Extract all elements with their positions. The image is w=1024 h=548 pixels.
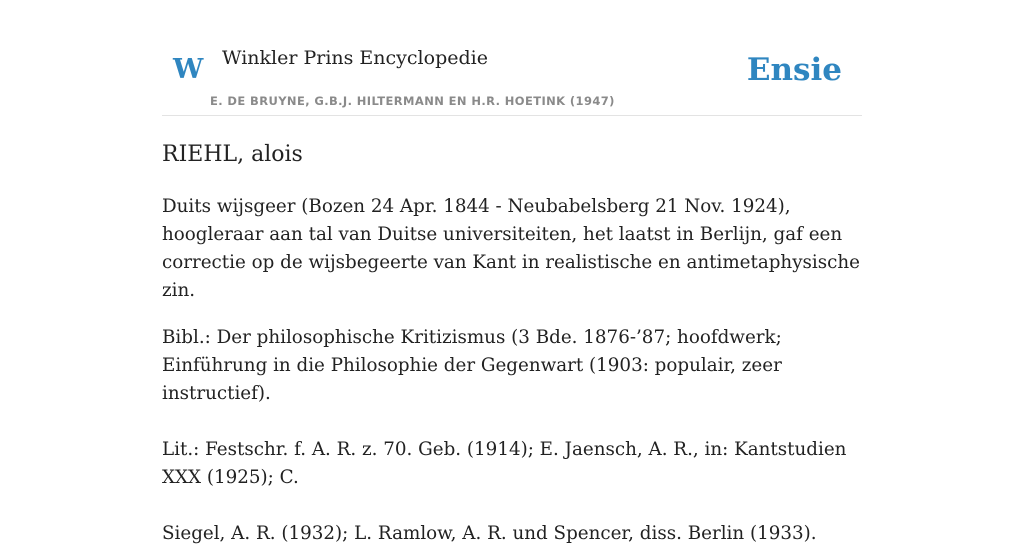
entry-paragraph-description: Duits wijsgeer (Bozen 24 Apr. 1844 - Neubabelsberg 21 Nov. 1924), hoogleraar aan tal van Duitse universiteiten, het laatst in Berlijn, gaf een correctie op de wijsbegeerte van Kant in realistische en antimetaphysische zin. [162,196,860,301]
authors-line: E. DE BRUYNE, G.B.J. HILTERMANN EN H.R. HOETINK (1947) [210,94,615,108]
winkler-prins-logo[interactable]: W [173,54,204,85]
entry-paragraph-literature-continued: Siegel, A. R. (1932); L. Ramlow, A. R. und Spencer, diss. Berlin (1933). [162,523,817,544]
publication-title[interactable]: Winkler Prins Encyclopedie [222,47,488,69]
entry-paragraph-literature: Lit.: Festschr. f. A. R. z. 70. Geb. (1914); E. Jaensch, A. R., in: Kantstudien XXX (1925); C. [162,439,847,488]
ensie-logo[interactable]: Ensie [746,52,842,88]
entry-paragraph-bibliography: Bibl.: Der philosophische Kritizismus (3 Bde. 1876-’87; hoofdwerk; Einführung in die Philosophie der Gegenwart (1903: populair, zeer instructief). [162,327,782,404]
entry-title: RIEHL, alois [162,142,303,167]
header [162,44,862,116]
page [162,0,862,548]
